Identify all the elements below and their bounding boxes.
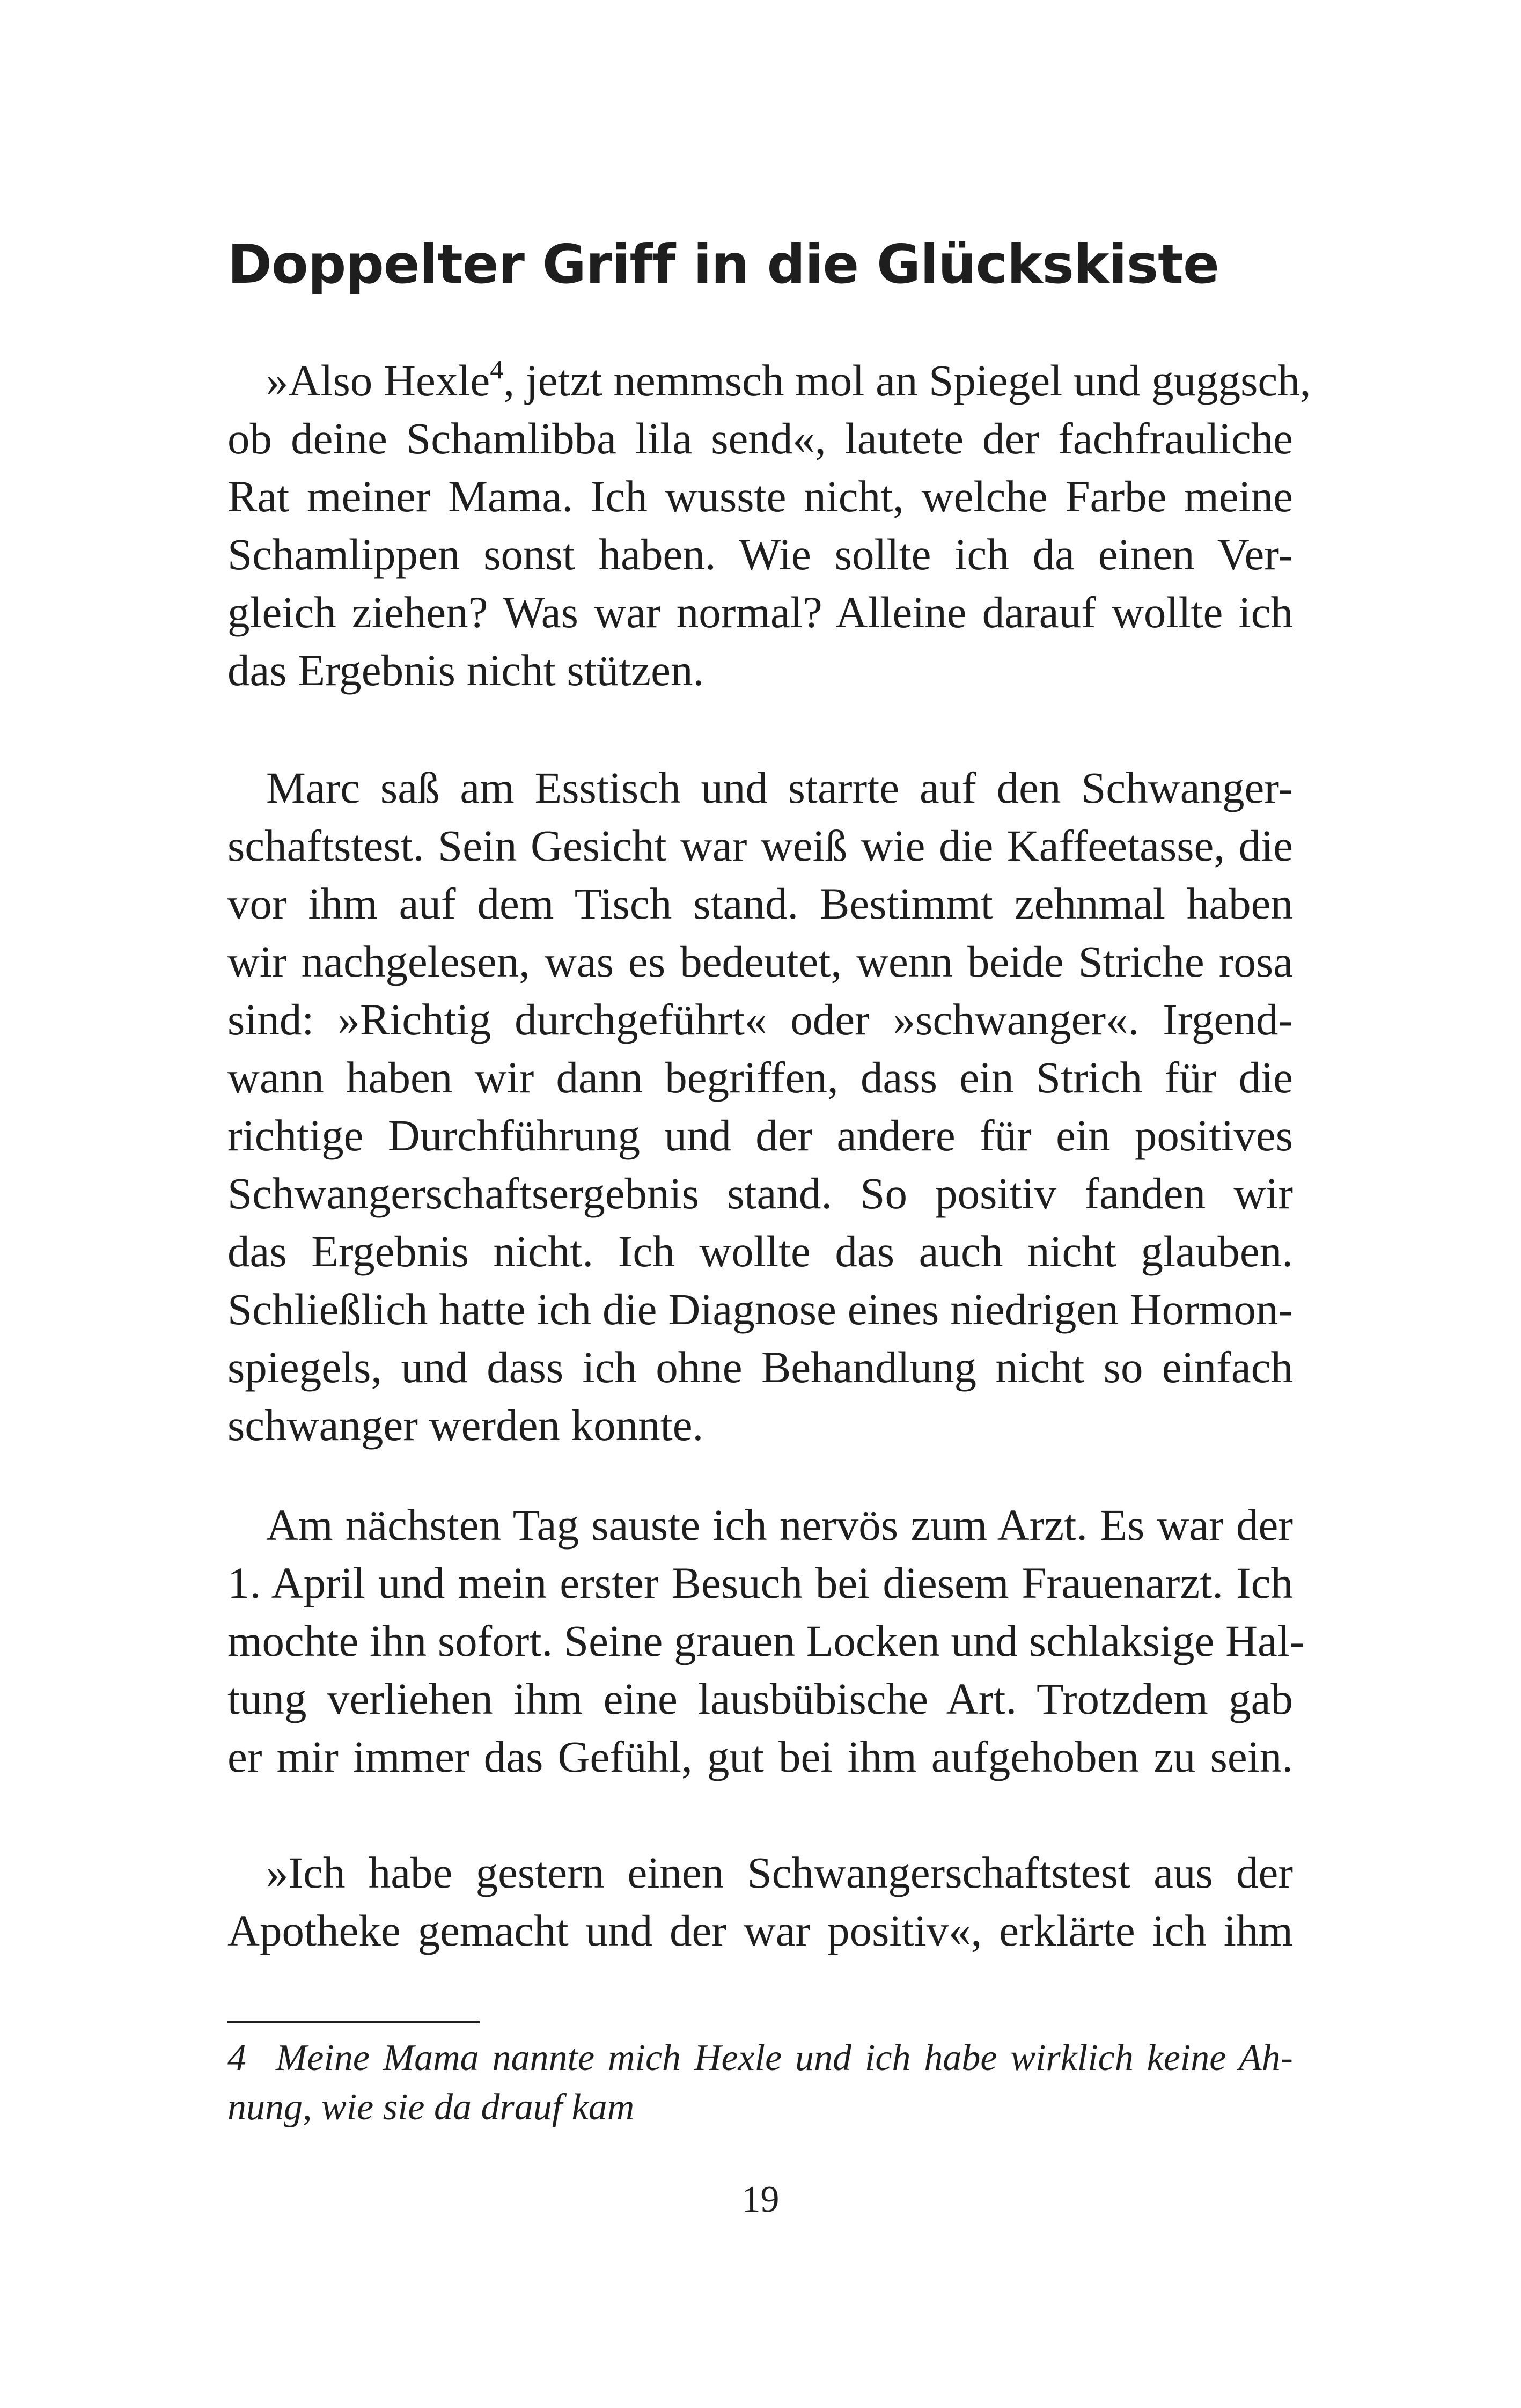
- paragraph-line: vor ihm auf dem Tisch stand. Bestimmt zehnmal haben: [227, 879, 1293, 928]
- paragraph-4: [227, 1844, 1293, 1959]
- footnote: [227, 2033, 1293, 2132]
- paragraph-line: schwanger werden konnte.: [227, 1400, 704, 1450]
- footnote-divider: [227, 2021, 480, 2023]
- paragraph-line: das Ergebnis nicht. Ich wollte das auch nicht glauben.: [227, 1227, 1293, 1276]
- paragraph-line: 1. April und mein erster Besuch bei diesem Frauenarzt. Ich: [227, 1558, 1293, 1607]
- footnote-reference[interactable]: 4: [490, 354, 504, 384]
- paragraph-line: Apotheke gemacht und der war positiv«, erklärte ich ihm: [227, 1906, 1293, 1955]
- paragraph-line: »Ich habe gestern einen Schwangerschaftstest aus der: [266, 1848, 1293, 1897]
- paragraph-line: spiegels, und dass ich ohne Behandlung nicht so einfach: [227, 1342, 1293, 1392]
- paragraph-3: [227, 1496, 1305, 1786]
- paragraph-line: Marc saß am Esstisch und starrte auf den Schwanger-: [266, 763, 1293, 812]
- paragraph-line: Am nächsten Tag sauste ich nervös zum Arzt. Es war der: [266, 1500, 1293, 1550]
- paragraph-line: Rat meiner Mama. Ich wusste nicht, welche Farbe meine: [227, 472, 1293, 521]
- paragraph-line: ob deine Schamlibba lila send«, lautete der fachfrauliche: [227, 414, 1293, 463]
- paragraph-line: schaftstest. Sein Gesicht war weiß wie die Kaffeetasse, die: [227, 821, 1293, 870]
- paragraph-text: , jetzt nemmsch mol an Spiegel und guggsch,: [503, 356, 1311, 405]
- paragraph-line: wann haben wir dann begriffen, dass ein Strich für die: [227, 1053, 1293, 1102]
- paragraph-1: [227, 351, 1311, 699]
- paragraph-line: tung verliehen ihm eine lausbübische Art. Trotzdem gab: [227, 1674, 1293, 1723]
- paragraph-line: Schließlich hatte ich die Diagnose eines niedrigen Hormon-: [227, 1284, 1293, 1334]
- paragraph-2: [227, 759, 1293, 1454]
- chapter-heading: Doppelter Griff in die Glückskiste: [227, 233, 1219, 296]
- footnote-line: nung, wie sie da drauf kam: [227, 2087, 635, 2128]
- paragraph-line: [227, 351, 1311, 409]
- paragraph-line: Schwangerschaftsergebnis stand. So positiv fanden wir: [227, 1169, 1293, 1218]
- paragraph-line: das Ergebnis nicht stützen.: [227, 645, 704, 695]
- paragraph-line: gleich ziehen? Was war normal? Alleine darauf wollte ich: [227, 588, 1293, 637]
- paragraph-line: mochte ihn sofort. Seine grauen Locken und schlaksige Hal-: [227, 1616, 1305, 1665]
- paragraph-line: er mir immer das Gefühl, gut bei ihm aufgehoben zu sein.: [227, 1732, 1293, 1781]
- page-number: 19: [741, 2179, 780, 2220]
- paragraph-line: sind: »Richtig durchgeführt« oder »schwanger«. Irgend-: [227, 995, 1293, 1044]
- footnote-number: 4: [227, 2037, 246, 2079]
- footnote-text: Meine Mama nannte mich Hexle und ich habe wirklich keine Ah-: [276, 2037, 1293, 2079]
- footnote-line: [227, 2033, 1293, 2083]
- paragraph-line: wir nachgelesen, was es bedeutet, wenn beide Striche rosa: [227, 937, 1293, 986]
- paragraph-text: »Also Hexle: [266, 356, 490, 405]
- paragraph-line: richtige Durchführung und der andere für ein positives: [227, 1111, 1293, 1160]
- paragraph-line: Schamlippen sonst haben. Wie sollte ich da einen Ver-: [227, 530, 1293, 579]
